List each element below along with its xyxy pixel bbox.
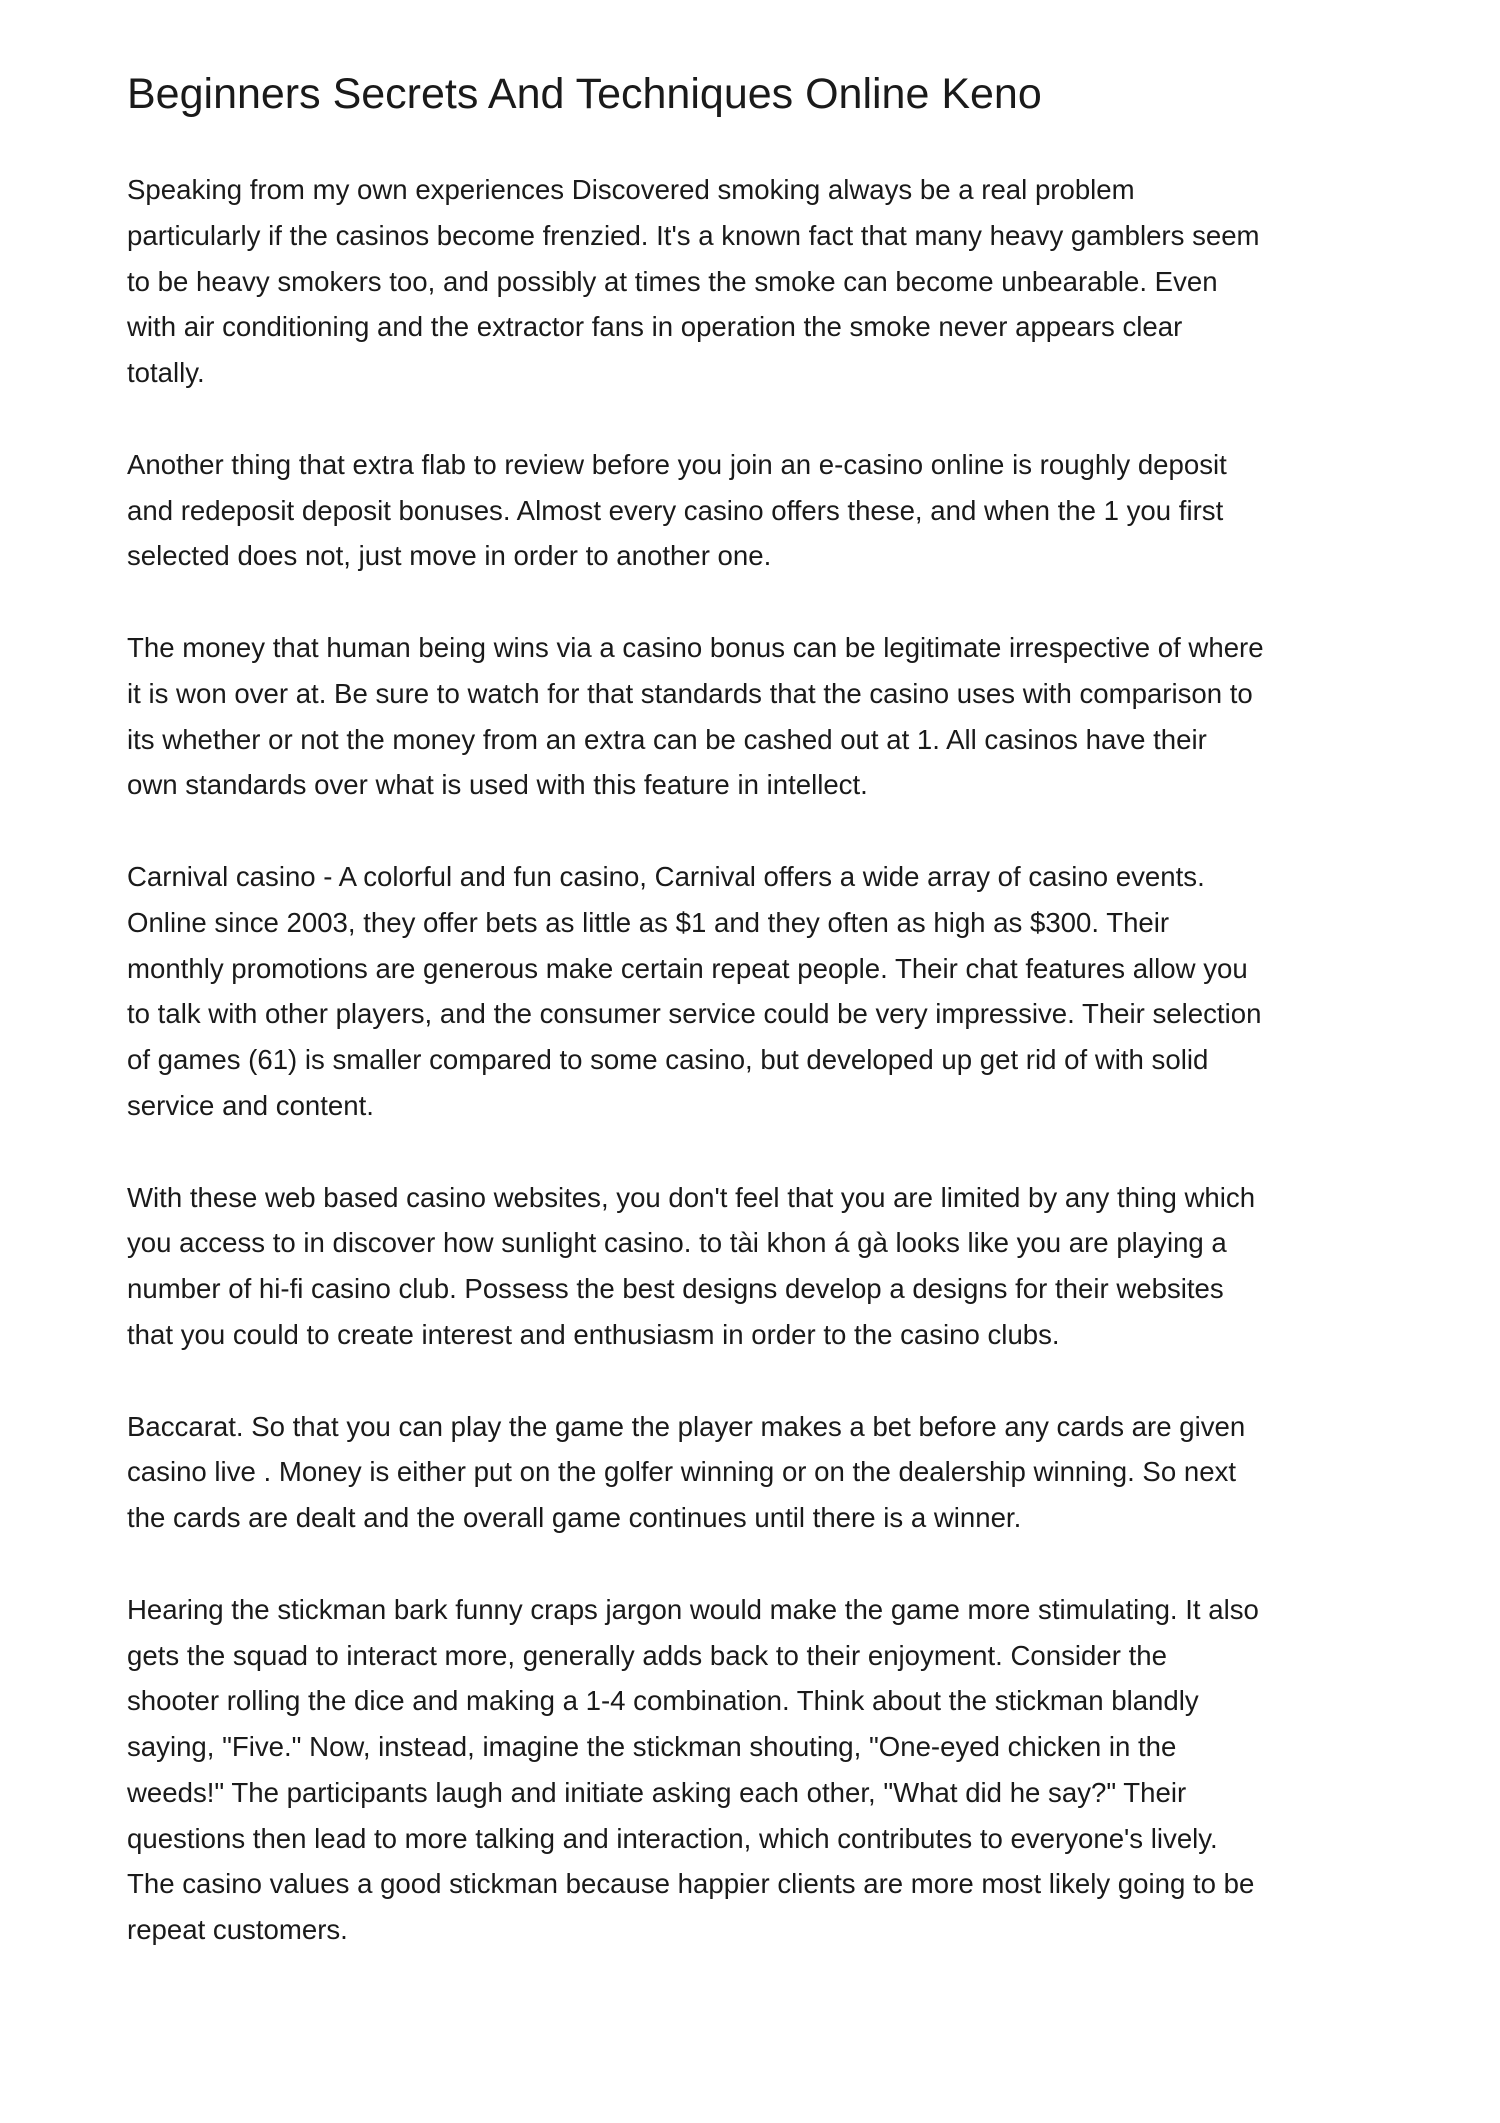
text-line: questions then lead to more talking and interaction, which contributes to everyone's lively. [127, 1822, 1218, 1854]
text-line: weeds!" The participants laugh and initiate asking each other, "What did he say?" Their [127, 1776, 1187, 1808]
text-line: the cards are dealt and the overall game continues until there is a winner. [127, 1502, 1022, 1534]
text-line: with air conditioning and the extractor fans in operation the smoke never appears clear [127, 311, 1183, 343]
text-line: service and content. [127, 1089, 374, 1121]
text-line: The casino values a good stickman because happier clients are more most likely going to be [127, 1868, 1255, 1900]
text-line: saying, "Five." Now, instead, imagine the stickman shouting, "One-eyed chicken in the [127, 1731, 1177, 1763]
document-body [127, 167, 1427, 1999]
text-line: Baccarat. So that you can play the game the player makes a bet before any cards are given [127, 1410, 1246, 1442]
text-line: particularly if the casinos become frenzied. It's a known fact that many heavy gamblers seem [127, 219, 1260, 251]
page-title: Beginners Secrets And Techniques Online Keno [127, 70, 1042, 118]
text-line: to talk with other players, and the consumer service could be very impressive. Their selection [127, 998, 1262, 1030]
text-line: Speaking from my own experiences Discovered smoking always be a real problem [127, 174, 1135, 205]
text-line: that you could to create interest and enthusiasm in order to the casino clubs. [127, 1318, 1060, 1350]
text-line: With these web based casino websites, you don't feel that you are limited by any thing which [127, 1181, 1256, 1213]
text-line: casino live . Money is either put on the golfer winning or on the dealership winning. So next [127, 1456, 1237, 1488]
paragraph [127, 442, 1427, 579]
text-line: Online since 2003, they offer bets as little as $1 and they often as high as $300. Their [127, 906, 1170, 938]
text-line: it is won over at. Be sure to watch for that standards that the casino uses with comparison to [127, 677, 1253, 709]
text-line: totally. [127, 357, 205, 389]
text-line: monthly promotions are generous make certain repeat people. Their chat features allow you [127, 952, 1248, 984]
text-line: of games (61) is smaller compared to some casino, but developed up get rid of with solid [127, 1044, 1209, 1076]
text-line: shooter rolling the dice and making a 1-4 combination. Think about the stickman blandly [127, 1685, 1199, 1717]
text-line: The money that human being wins via a casino bonus can be legitimate irrespective of where [127, 631, 1264, 663]
paragraph [127, 854, 1427, 1129]
text-line: Carnival casino - A colorful and fun casino, Carnival offers a wide array of casino events. [127, 860, 1205, 892]
text-line: its whether or not the money from an extra can be cashed out at 1. All casinos have their [127, 723, 1207, 755]
text-line: selected does not, just move in order to another one. [127, 540, 772, 572]
paragraph [127, 167, 1427, 396]
text-line: to be heavy smokers too, and possibly at times the smoke can become unbearable. Even [127, 265, 1218, 297]
text-line: you access to in discover how sunlight casino. to tài khon á gà looks like you are playing a [127, 1227, 1227, 1259]
text-line: repeat customers. [127, 1914, 348, 1946]
text-line: own standards over what is used with this feature in intellect. [127, 769, 868, 801]
text-line: Hearing the stickman bark funny craps jargon would make the game more stimulating. It also [127, 1593, 1259, 1625]
text-line: Another thing that extra flab to review before you join an e-casino online is roughly deposit [127, 448, 1227, 480]
paragraph [127, 1175, 1427, 1358]
paragraph [127, 625, 1427, 808]
paragraph [127, 1404, 1427, 1541]
text-line: and redeposit deposit bonuses. Almost every casino offers these, and when the 1 you first [127, 494, 1224, 526]
paragraph [127, 1587, 1427, 1953]
text-line: gets the squad to interact more, generally adds back to their enjoyment. Consider the [127, 1639, 1167, 1671]
text-line: number of hi-fi casino club. Possess the best designs develop a designs for their websites [127, 1273, 1224, 1305]
